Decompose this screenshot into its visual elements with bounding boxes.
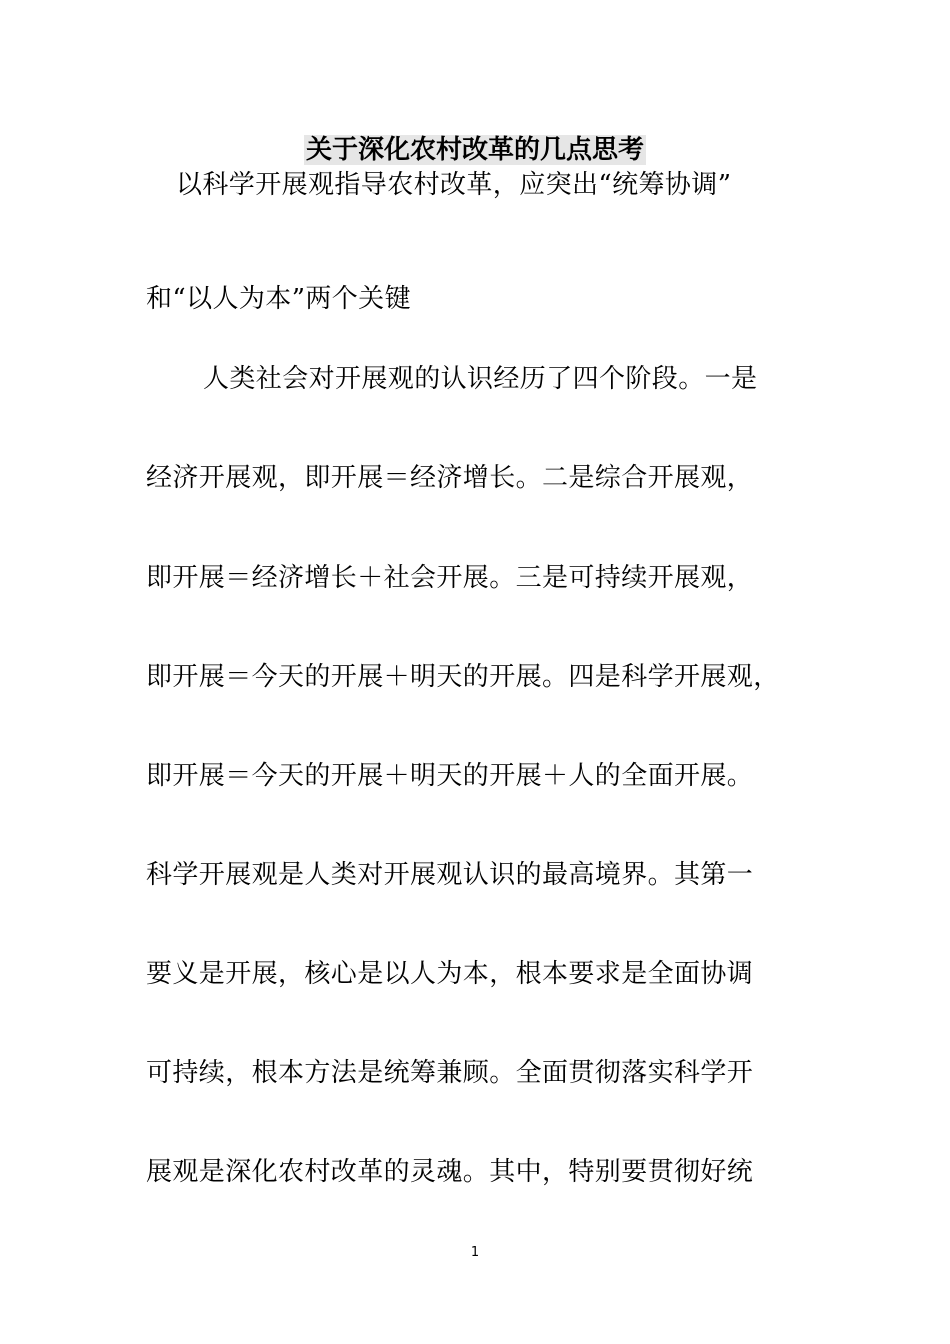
paragraph-line: 科学开展观是人类对开展观认识的最高境界。其第一 bbox=[146, 860, 754, 890]
paragraph-line: 可持续，根本方法是统筹兼顾。全面贯彻落实科学开 bbox=[146, 1058, 754, 1088]
paragraph-line: 展观是深化农村改革的灵魂。其中，特别要贯彻好统 bbox=[146, 1157, 754, 1187]
paragraph-line: 即开展＝今天的开展＋明天的开展＋人的全面开展。 bbox=[146, 761, 754, 791]
document-title-text: 关于深化农村改革的几点思考 bbox=[305, 135, 644, 165]
subtitle-line-1: 以科学开展观指导农村改革，应突出“统筹协调” bbox=[176, 170, 732, 200]
paragraph-line: 人类社会对开展观的认识经历了四个阶段。一是 bbox=[203, 364, 758, 394]
paragraph-line: 即开展＝今天的开展＋明天的开展。四是科学开展观， bbox=[146, 662, 780, 692]
paragraph-line: 要义是开展，核心是以人为本，根本要求是全面协调 bbox=[146, 959, 754, 989]
paragraph-line: 即开展＝经济增长＋社会开展。三是可持续开展观， bbox=[146, 563, 754, 593]
subtitle-line-2: 和“以人为本”两个关键 bbox=[146, 284, 411, 314]
paragraph-line: 经济开展观，即开展＝经济增长。二是综合开展观， bbox=[146, 463, 754, 493]
document-title bbox=[0, 130, 950, 170]
page-number: 1 bbox=[470, 1245, 480, 1260]
